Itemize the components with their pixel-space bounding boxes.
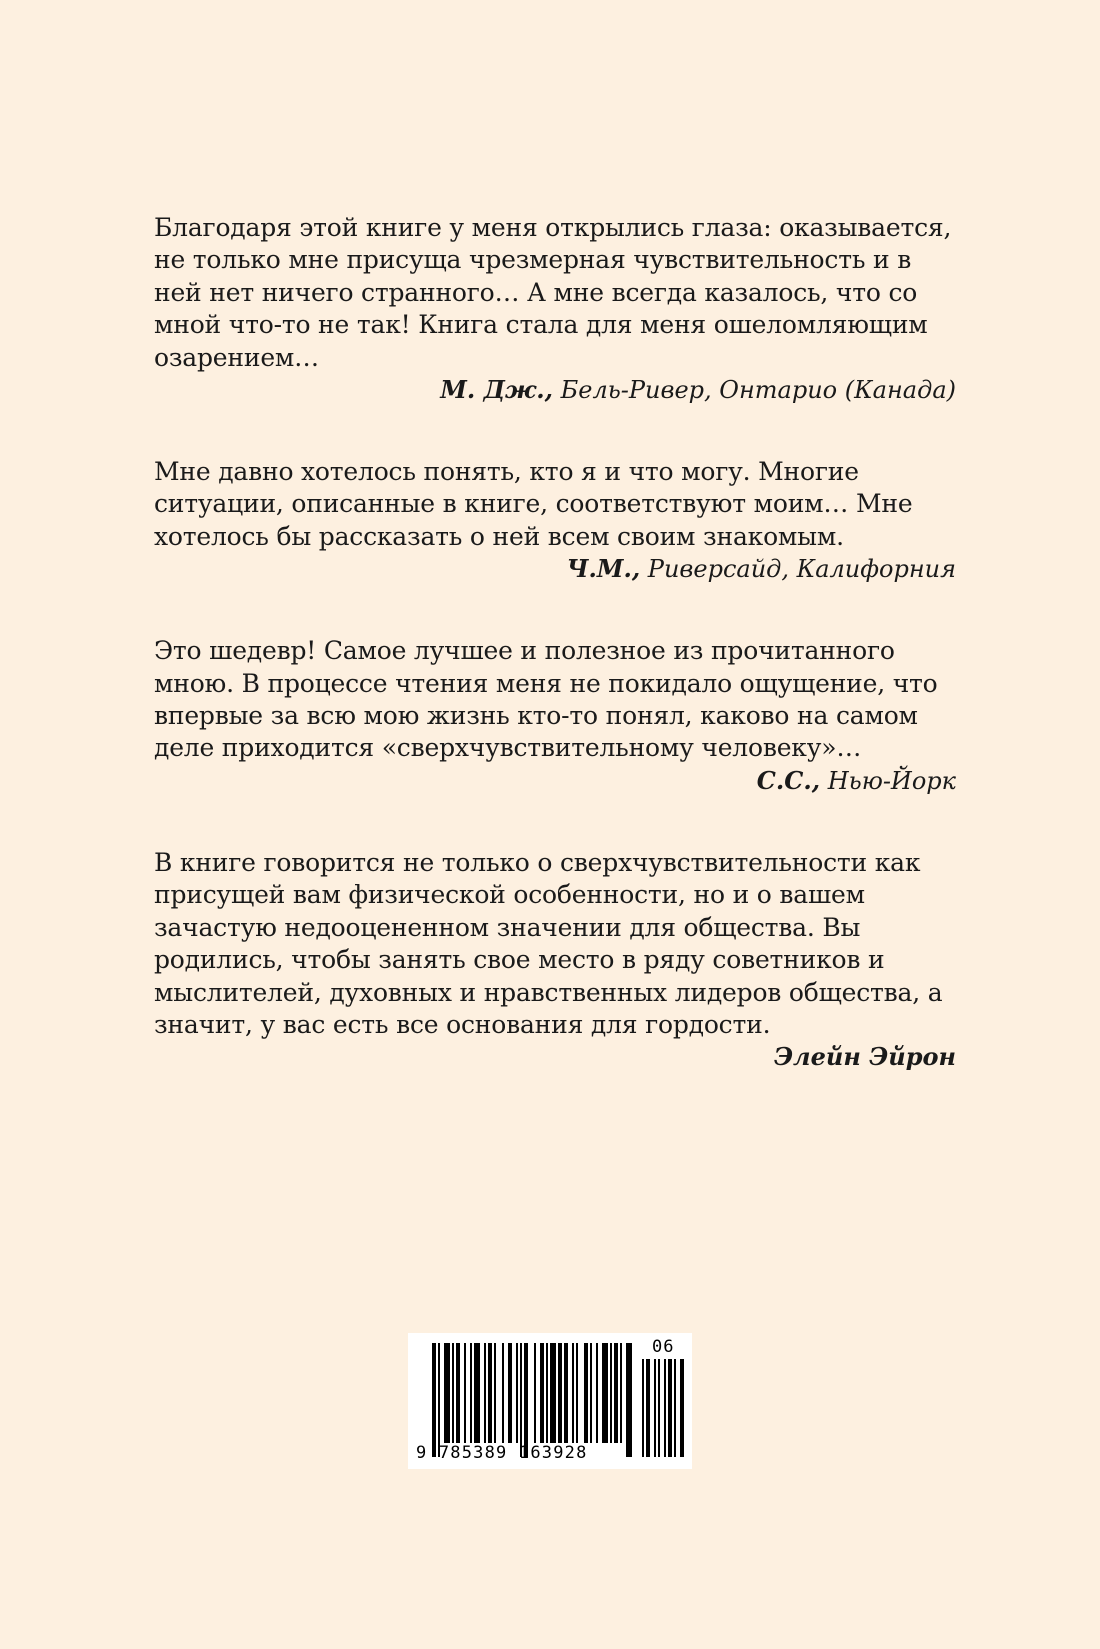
barcode-addon: 06	[652, 1337, 675, 1357]
review-attribution	[154, 553, 956, 585]
review-attribution	[154, 765, 956, 797]
reviewer-name: М. Дж.,	[440, 375, 553, 405]
review-text: Мне давно хотелось понять, кто я и что могу. Многие ситуации, описанные в книге, соответствуют моим… Мне хотелось бы рассказать о ней всем своим знакомым.	[154, 457, 913, 551]
review-2	[154, 456, 956, 585]
review-1	[154, 212, 956, 406]
isbn-barcode	[408, 1333, 692, 1469]
reviewer-place: Риверсайд, Калифорния	[640, 555, 956, 584]
review-text: Это шедевр! Самое лучшее и полезное из прочитанного мною. В процессе чтения меня не покидало ощущение, что впервые за всю мою жизнь кто-то понял, каково на самом деле приходится «сверхчувствительному человеку»…	[154, 636, 938, 763]
author-name: Элейн Эйрон	[773, 1042, 956, 1072]
review-3	[154, 635, 956, 797]
quote-text: В книге говорится не только о сверхчувствительности как присущей вам физической особенности, но и о вашем зачастую недооцененном значении для общества. Вы родились, чтобы занять свое место в ряду советников и мыслителей, духовных и нравственных лидеров общества, а значит, у вас есть все основания для гордости.	[154, 847, 943, 1039]
author-quote	[154, 847, 956, 1073]
reviewer-place: Бель-Ривер, Онтарио (Канада)	[552, 376, 956, 405]
barcode-digits: 9 785389 163928	[416, 1443, 588, 1463]
quote-attribution	[154, 1041, 956, 1073]
review-attribution	[154, 374, 956, 406]
review-text: Благодаря этой книге у меня открылись глаза: оказывается, не только мне присуща чрезмерная чувствительность и в ней нет ничего странного… А мне всегда казалось, что со мной что-то не так! Книга стала для меня ошеломляющим озарением…	[154, 213, 952, 372]
reviewer-name: С.С.,	[756, 765, 821, 795]
reviewer-name: Ч.М.,	[566, 554, 641, 584]
back-cover-text	[154, 212, 956, 1123]
reviewer-place: Нью-Йорк	[820, 766, 956, 795]
